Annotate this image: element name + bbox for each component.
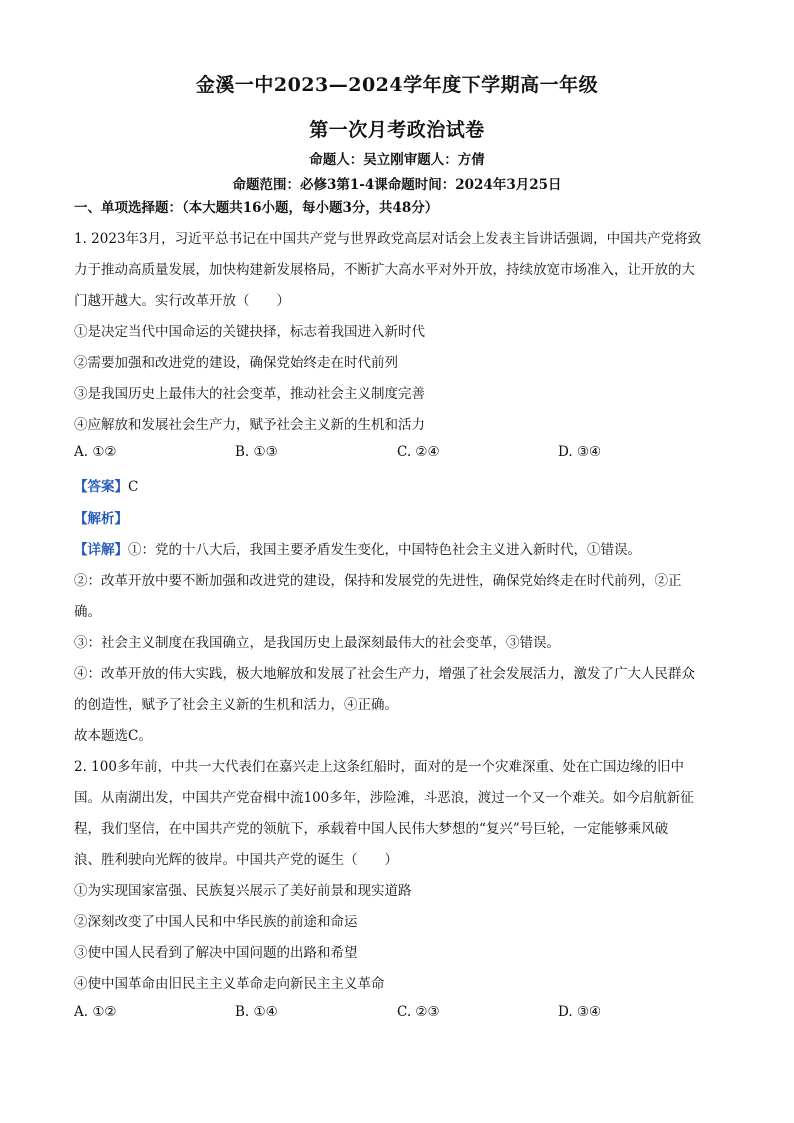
q2-option-c: C. ②③ [397, 1004, 440, 1020]
q1-statement: ④应解放和发展社会生产力，赋予社会主义新的生机和活力 [74, 417, 425, 433]
exam-scope-time: 命题范围：必修3第1-4课命题时间：2024年3月25日 [232, 177, 562, 193]
q1-options [74, 444, 724, 464]
q1-detail-line: ②：改革开放中要不断加强和改进党的建设，保持和发展党的先进性，确保党始终走在时代前列，②正 [74, 573, 682, 589]
q2-options [74, 1004, 724, 1024]
q2-option-a: A. ①② [74, 1004, 117, 1020]
answer-value: C [128, 479, 139, 495]
q2-option-b: B. ①④ [235, 1004, 278, 1020]
detail-text: ①：党的十八大后，我国主要矛盾发生变化，中国特色社会主义进入新时代，①错误。 [128, 542, 641, 558]
q2-option-d: D. ③④ [558, 1004, 602, 1020]
exam-authors: 命题人：吴立刚审题人：方倩 [309, 152, 485, 168]
exam-title-line1: 金溪一中2023—2024学年度下学期高一年级 [195, 74, 599, 96]
q1-statement: ③是我国历史上最伟大的社会变革，推动社会主义制度完善 [74, 386, 425, 402]
q1-detail-line: 确。 [74, 604, 101, 620]
q2-stem-line: 程，我们坚信，在中国共产党的领航下，承载着中国人民伟大梦想的“复兴”号巨轮，一定能够乘风破 [74, 821, 669, 837]
q2-stem-line: 2. 100多年前，中共一大代表们在嘉兴走上这条红船时，面对的是一个灾难深重、处在亡国边缘的旧中 [74, 759, 684, 775]
q1-option-d: D. ③④ [558, 444, 602, 460]
q1-detail-line: 的创造性，赋予了社会主义新的生机和活力，④正确。 [74, 697, 398, 713]
q1-detail-first [74, 538, 724, 558]
q1-stem-line: 力于推动高质量发展，加快构建新发展格局，不断扩大高水平对外开放，持续放宽市场准入，让开放的大 [74, 262, 695, 278]
q1-answer [74, 475, 724, 495]
q2-statement: ④使中国革命由旧民主主义革命走向新民主主义革命 [74, 976, 385, 992]
q2-statement: ②深刻改变了中国人民和中华民族的前途和命运 [74, 914, 358, 930]
q1-detail-line: ③：社会主义制度在我国确立，是我国历史上最深刻最伟大的社会变革，③错误。 [74, 635, 560, 651]
q2-statement: ③使中国人民看到了解决中国问题的出路和希望 [74, 945, 358, 961]
q1-stem-line: 1. 2023年3月，习近平总书记在中国共产党与世界政党高层对话会上发表主旨讲话强调，中国共产党将致 [74, 231, 702, 247]
q1-analysis [74, 507, 724, 527]
q1-option-a: A. ①② [74, 444, 117, 460]
q2-statement: ①为实现国家富强、民族复兴展示了美好前景和现实道路 [74, 883, 412, 899]
q1-statement: ①是决定当代中国命运的关键抉择，标志着我国进入新时代 [74, 324, 425, 340]
q1-option-c: C. ②④ [397, 444, 440, 460]
detail-label: 【详解】 [74, 542, 128, 558]
q2-stem-line: 浪、胜利驶向光辉的彼岸。中国共产党的诞生（ ） [74, 852, 398, 868]
answer-label: 【答案】 [74, 479, 128, 495]
analysis-label: 【解析】 [74, 511, 128, 527]
q1-option-b: B. ①③ [235, 444, 278, 460]
q1-statement: ②需要加强和改进党的建设，确保党始终走在时代前列 [74, 355, 398, 371]
q1-conclusion: 故本题选C。 [74, 728, 152, 744]
section-heading: 一、单项选择题：（本大题共16小题，每小题3分，共48分） [74, 200, 439, 216]
q1-stem-line: 门越开越大。实行改革开放（ ） [74, 293, 290, 309]
q2-stem-line: 国。从南湖出发，中国共产党奋楫中流100多年，涉险滩，斗恶浪，渡过一个又一个难关。如今启航新征 [74, 790, 694, 806]
q1-detail-line: ④：改革开放的伟大实践，极大地解放和发展了社会生产力，增强了社会发展活力，激发了广大人民群众 [74, 666, 695, 682]
exam-title-line2: 第一次月考政治试卷 [309, 119, 485, 141]
